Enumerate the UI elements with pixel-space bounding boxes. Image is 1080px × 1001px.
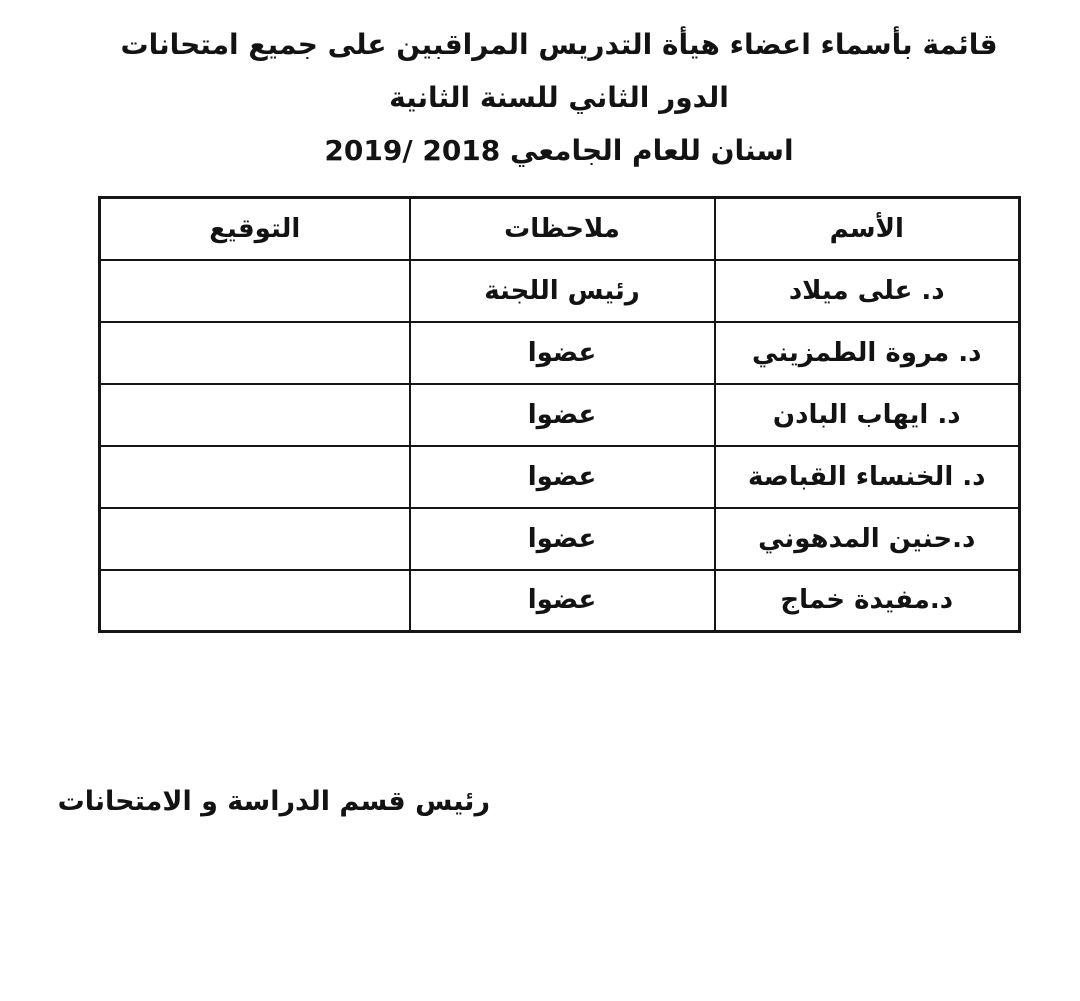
title-line-1: قائمة بأسماء اعضاء هيأة التدريس المراقبين على جميع امتحانات الدور الثاني للسنة الثانية [120, 28, 998, 114]
member-name: د. ايهاب البادن [715, 384, 1020, 446]
column-header-notes: ملاحظات [410, 198, 715, 260]
footer-signature-title: رئيس قسم الدراسة و الامتحانات [57, 786, 490, 817]
table-row [100, 260, 1020, 322]
signature-cell [100, 260, 410, 322]
signature-cell [100, 384, 410, 446]
table-row [100, 570, 1020, 632]
member-note: عضوا [410, 570, 715, 632]
member-name: د.مفيدة خماج [715, 570, 1020, 632]
table-row [100, 508, 1020, 570]
table-row [100, 384, 1020, 446]
column-header-name: الأسم [715, 198, 1020, 260]
member-note: عضوا [410, 322, 715, 384]
table-row [100, 322, 1020, 384]
member-note: عضوا [410, 508, 715, 570]
member-name: د.حنين المدهوني [715, 508, 1020, 570]
member-name: د. الخنساء القباصة [715, 446, 1020, 508]
member-note: عضوا [410, 384, 715, 446]
member-name: د. مروة الطمزيني [715, 322, 1020, 384]
member-note: رئيس اللجنة [410, 260, 715, 322]
signature-cell [100, 508, 410, 570]
signature-cell [100, 570, 410, 632]
member-name: د. على ميلاد [715, 260, 1020, 322]
member-note: عضوا [410, 446, 715, 508]
document-title [98, 18, 1020, 177]
table-row [100, 446, 1020, 508]
invigilators-table [98, 196, 1021, 633]
signature-cell [100, 446, 410, 508]
title-line-2: اسنان للعام الجامعي 2018 /2019 [324, 134, 794, 167]
column-header-signature: التوقيع [100, 198, 410, 260]
table-header-row [100, 198, 1020, 260]
signature-cell [100, 322, 410, 384]
